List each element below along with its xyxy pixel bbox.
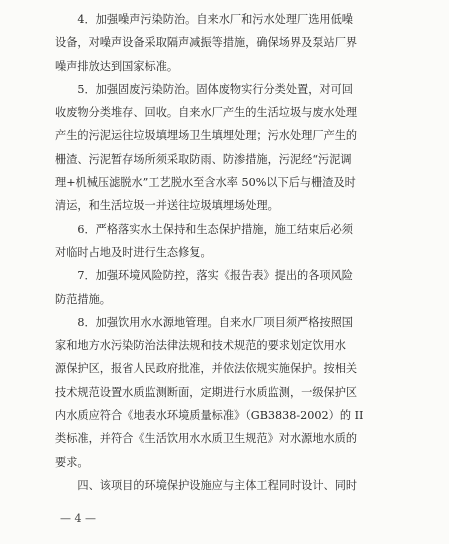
page-number: — 4 — (60, 512, 96, 525)
text-line: 8．加强饮用水水源地管理。自来水厂项目须严格按照国 (55, 315, 353, 329)
text-line: 内水质应符合《地表水环境质量标准》（GB3838-2002）的 II (55, 409, 364, 423)
text-line: 栅渣、污泥暂存场所须采取防雨、防渗措施，污泥经“污泥调 (55, 152, 352, 166)
text-line: 对临时占地及时进行生态修复。 (55, 245, 212, 259)
text-line: 设备，对噪声设备采取隔声减振等措施，确保场界及泵站厂界 (55, 36, 358, 50)
text-line: 防范措施。 (55, 292, 111, 306)
text-line: 4．加强噪声污染防治。自来水厂和污水处理厂选用低噪 (55, 13, 353, 26)
text-line: 产生的污泥运往垃圾填埋场卫生填埋处理；污水处理厂产生的 (55, 129, 358, 143)
text-line: 6．严格落实水土保持和生态保护措施，施工结束后必须 (55, 222, 353, 236)
text-line: 类标准，并符合《生活饮用水水质卫生规范》对水源地水质的 (55, 432, 358, 446)
text-line: 收废物分类堆存、回收。自来水厂产生的生活垃圾与废水处理 (55, 106, 358, 120)
text-line: 清运，和生活垃圾一并送往垃圾填埋场处理。 (55, 199, 279, 213)
text-line: 要求。 (55, 455, 89, 469)
text-line: 源保护区，报省人民政府批准，并依法依规实施保护。按相关 (55, 362, 358, 376)
text-line: 7．加强环境风险防控，落实《报告表》提出的各项风险 (55, 269, 353, 283)
text-line: 理+机械压滤脱水”工艺脱水至含水率 50%以下后与栅渣及时 (55, 176, 356, 190)
document-body (55, 8, 400, 497)
text-line: 四、该项目的环境保护设施应与主体工程同时设计、同时 (55, 478, 358, 492)
text-line: 家和地方水污染防治法律法规和技术规范的要求划定饮用水 (55, 339, 346, 353)
text-line: 噪声排放达到国家标准。 (55, 59, 179, 73)
text-line: 5．加强固废污染防治。固体废物实行分类处置，对可回 (55, 82, 353, 96)
text-line: 技术规范设置水质监测断面，定期进行水质监测，一级保护区 (55, 385, 358, 399)
